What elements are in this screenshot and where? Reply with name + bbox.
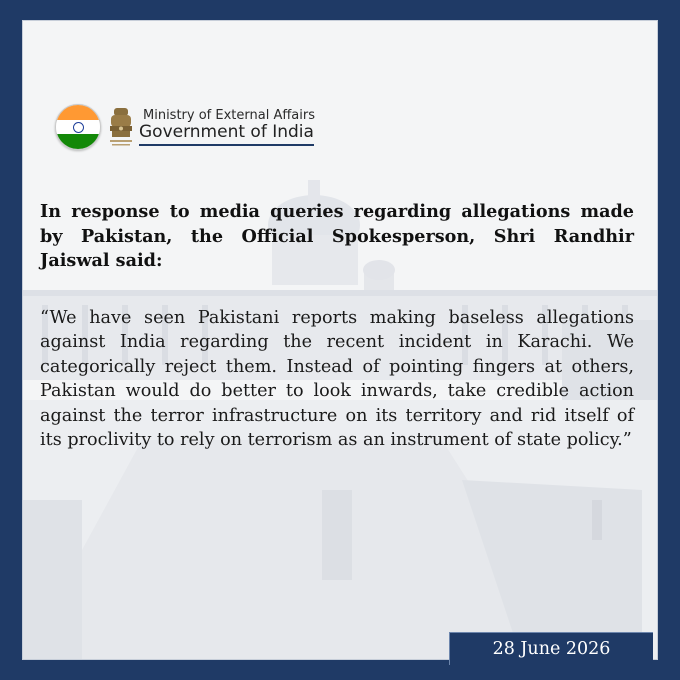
statement-intro: In response to media queries regarding allegations made by Pakistan, the Official Spokesperson, Shri Randhir Jaiswal said:	[40, 201, 634, 271]
ministry-label: Ministry of External Affairs	[143, 108, 315, 123]
statement-quote: “We have seen Pakistani reports making baseless allegations against India regarding the recent incident in Karachi. We categorically reject them. Instead of pointing fingers at others, Pakistan would do better to look inwards, take credible action against the terror infrastructure on its territory and rid itself of its proclivity to rely on terrorism as an instrument of state policy.”	[40, 308, 634, 451]
indian-flag-icon	[55, 104, 101, 150]
date-badge: 28 June 2026	[449, 632, 653, 665]
government-label: Government of India	[139, 122, 314, 146]
state-emblem-icon	[106, 106, 136, 152]
